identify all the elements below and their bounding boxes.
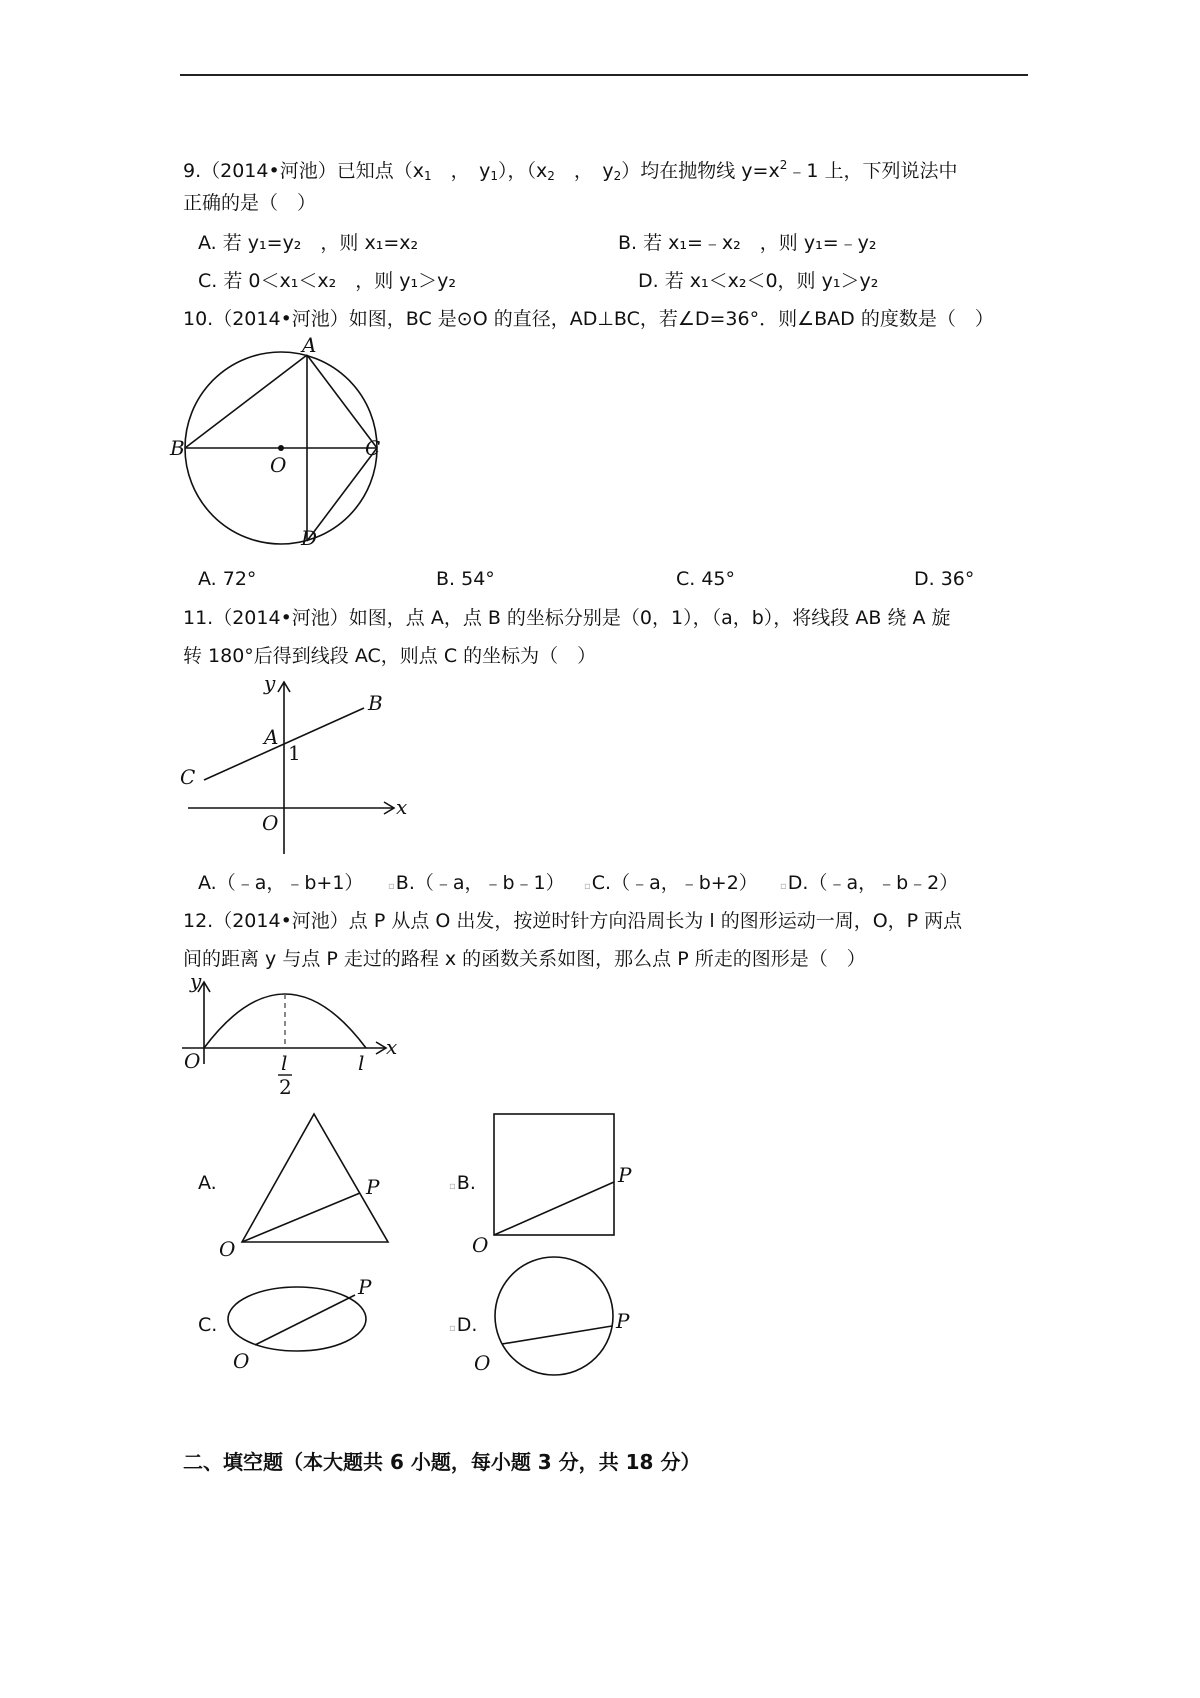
q12-ellipse-label-o: O	[233, 1349, 250, 1373]
q10-label-a: A	[302, 333, 317, 357]
q12-option-b-text: B.	[456, 1172, 476, 1194]
q12-ellipse-segment-op	[255, 1295, 355, 1345]
q10-label-c: C	[365, 436, 381, 460]
q11-label-b: B	[368, 691, 383, 715]
q10-chord-ac	[307, 355, 377, 448]
q10-label-b: B	[170, 436, 185, 460]
q9-option-b[interactable]: B. 若 x₁=﹣x₂ ，则 y₁=﹣y₂	[618, 232, 877, 254]
q12-label-l-num: l	[281, 1051, 288, 1075]
option-marker-icon: ▫	[449, 1323, 456, 1334]
q9-option-c[interactable]: C. 若 0＜x₁＜x₂ ，则 y₁＞y₂	[198, 270, 456, 292]
q11-label-c: C	[180, 765, 196, 789]
q12-triangle-label-o: O	[219, 1237, 236, 1261]
q11-label-o: O	[262, 811, 279, 835]
q12-triangle-segment-op	[242, 1193, 360, 1242]
option-marker-icon: ▫	[780, 881, 787, 892]
q11-option-a[interactable]: A.（﹣a，﹣b+1）	[198, 872, 364, 894]
q12-square	[494, 1114, 614, 1235]
q11-stem-line1: 11.（2014•河池）如图，点 A，点 B 的坐标分别是（0，1），（a，b），将线段 AB 绕 A 旋	[183, 607, 951, 629]
q10-label-d: D	[301, 526, 318, 550]
q11-label-y: y	[264, 671, 276, 695]
q10-option-b[interactable]: B. 54°	[436, 568, 495, 590]
q11-option-d-text: D.（﹣a，﹣b﹣2）	[787, 872, 959, 894]
q12-square-label-o: O	[472, 1233, 489, 1257]
q9-stem-line1: 9.（2014•河池）已知点（$x_1$ ， $y_1$），（$x_2$ ， $y_2$）均在抛物线 $y=x^2﹣1$ 上，下列说法中	[183, 158, 958, 183]
option-marker-icon: ▫	[584, 881, 591, 892]
q12-circle-segment-op	[502, 1326, 612, 1344]
q11-coordinate-diagram	[180, 671, 420, 856]
q12-triangle-label-p: P	[366, 1175, 380, 1199]
q11-option-d[interactable]	[780, 870, 958, 900]
q9-stem-line2: 正确的是（ ）	[183, 192, 317, 214]
q11-label-x: x	[396, 795, 408, 819]
q11-stem-line2: 转 180°后得到线段 AC，则点 C 的坐标为（ ）	[183, 645, 597, 667]
q10-center-dot	[278, 445, 284, 451]
q11-option-b[interactable]	[388, 870, 565, 900]
header-rule	[180, 74, 1028, 76]
q12-ellipse-figure	[215, 1274, 395, 1374]
q12-triangle-figure	[215, 1110, 405, 1260]
q12-option-d-text: D.	[456, 1314, 478, 1336]
q12-circle-figure	[470, 1254, 650, 1394]
q12-label-x: x	[386, 1035, 398, 1059]
q11-option-b-text: B.（﹣a，﹣b﹣1）	[395, 872, 565, 894]
q12-function-graph	[180, 969, 410, 1104]
q10-label-o: O	[270, 453, 287, 477]
q12-circle-label-p: P	[616, 1309, 630, 1333]
option-marker-icon: ▫	[388, 881, 395, 892]
q12-option-a[interactable]: A.	[198, 1172, 217, 1194]
q12-square-label-p: P	[618, 1163, 632, 1187]
q9-option-d[interactable]: D. 若 x₁＜x₂＜0，则 y₁＞y₂	[638, 270, 879, 292]
q12-stem-line1: 12.（2014•河池）点 P 从点 O 出发，按逆时针方向沿周长为 l 的图形运动一周，O，P 两点	[183, 910, 963, 932]
q9-option-a[interactable]: A. 若 y₁=y₂ ，则 x₁=x₂	[198, 232, 419, 254]
q12-label-y: y	[190, 969, 202, 993]
q10-chord-ab	[185, 355, 307, 448]
q10-option-a[interactable]: A. 72°	[198, 568, 257, 590]
q12-square-segment-op	[494, 1182, 614, 1235]
section-note: （本大题共 6 小题，每小题 3 分，共 18 分）	[283, 1450, 701, 1474]
q12-label-o: O	[184, 1049, 201, 1073]
q10-stem: 10.（2014•河池）如图，BC 是⊙O 的直径，AD⊥BC，若∠D=36°．则∠BAD 的度数是（ ）	[183, 308, 994, 330]
q10-option-c[interactable]: C. 45°	[676, 568, 736, 590]
q10-option-d[interactable]: D. 36°	[914, 568, 975, 590]
q11-option-c-text: C.（﹣a，﹣b+2）	[591, 872, 758, 894]
q12-circle	[495, 1257, 613, 1375]
option-marker-icon: ▫	[449, 1181, 456, 1192]
q12-circle-label-o: O	[474, 1351, 491, 1375]
q11-label-one: 1	[288, 741, 301, 765]
q12-option-c[interactable]: C.	[198, 1314, 218, 1336]
q12-label-l-den: 2	[279, 1075, 292, 1099]
q12-ellipse-label-p: P	[358, 1275, 372, 1299]
section-title: 二、填空题	[183, 1450, 283, 1474]
q11-option-c[interactable]	[584, 870, 758, 900]
q11-label-a: A	[264, 725, 279, 749]
q12-ellipse	[228, 1287, 366, 1351]
q12-label-l-end: l	[358, 1051, 365, 1075]
q12-square-figure	[470, 1110, 650, 1260]
q12-stem-line2: 间的距离 y 与点 P 走过的路程 x 的函数关系如图，那么点 P 所走的图形是（ ）	[183, 948, 866, 970]
section-heading	[183, 1446, 700, 1475]
q10-chord-cd	[307, 448, 377, 541]
q10-circle-diagram	[170, 333, 400, 555]
